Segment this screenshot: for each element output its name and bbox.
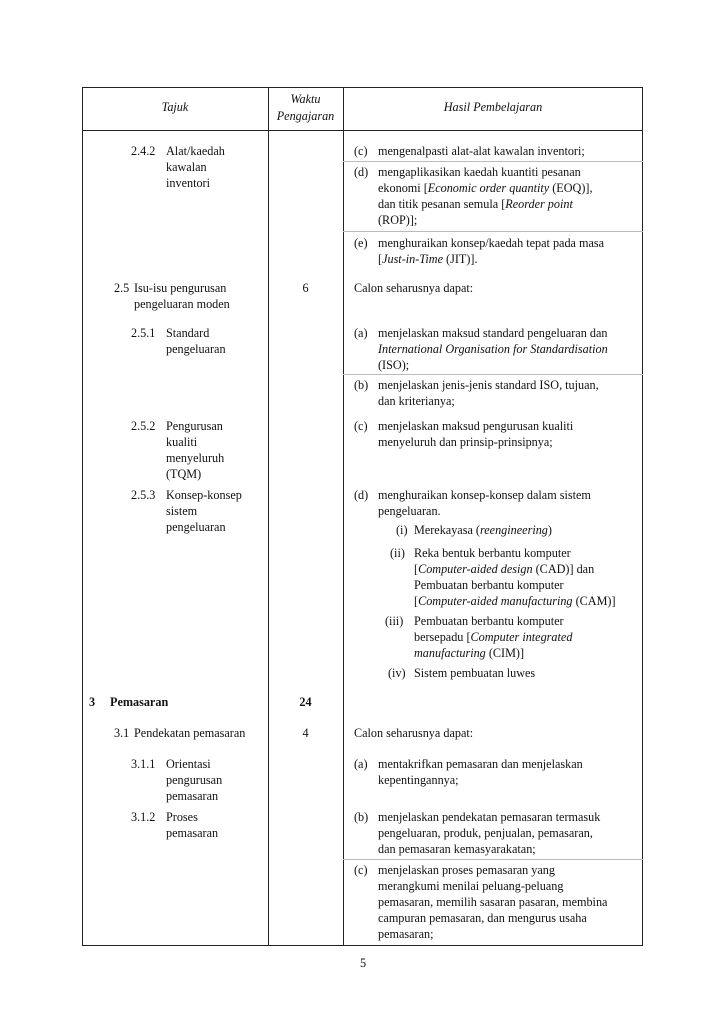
sub-item-label: (i) <box>396 523 408 537</box>
item-text: menjelaskan pendekatan pemasaran termasuk pengeluaran, produk, penjualan, pemasaran, dan pemasaran kemasyarakatan; <box>378 810 601 856</box>
item-text: mengenalpasti alat-alat kawalan inventori; <box>378 144 585 158</box>
page-number: 5 <box>359 956 367 970</box>
row-divider <box>343 374 643 375</box>
outcome-intro: Calon seharusnya dapat: <box>354 726 474 740</box>
topic-number: 2.5.1 <box>131 326 156 340</box>
item-label: (b) <box>354 810 369 824</box>
item-label: (a) <box>354 326 368 340</box>
topic-title: Alat/kaedah kawalan inventori <box>166 144 225 190</box>
topic-number: 3.1.2 <box>131 810 156 824</box>
item-label: (c) <box>354 419 368 433</box>
sub-item-label: (iv) <box>388 666 406 680</box>
row-divider <box>343 231 643 232</box>
topic-title: Pengurusan kualiti menyeluruh (TQM) <box>166 419 225 481</box>
sub-item-label: (ii) <box>390 546 405 560</box>
outcome-intro: Calon seharusnya dapat: <box>354 281 474 295</box>
column-divider <box>343 87 344 946</box>
item-label: (b) <box>354 378 369 392</box>
topic-title: Isu-isu pengurusan pengeluaran moden <box>134 281 230 311</box>
header-hasil: Hasil Pembelajaran <box>443 100 543 114</box>
sub-item-text: Reka bentuk berbantu komputer [Computer-aided design (CAD)] dan Pembuatan berbantu komputer [Computer-aided manufacturing (CAM)] <box>414 546 616 608</box>
topic-title: Pendekatan pemasaran <box>134 726 246 740</box>
item-text: mentakrifkan pemasaran dan menjelaskan kepentingannya; <box>378 757 583 787</box>
item-label: (e) <box>354 236 368 250</box>
sub-item-label: (iii) <box>385 614 404 628</box>
item-text: menjelaskan maksud pengurusan kualiti menyeluruh dan prinsip-prinsipnya; <box>378 419 574 449</box>
column-divider <box>268 87 269 946</box>
waktu-value: 24 <box>299 695 312 709</box>
topic-title: Orientasi pengurusan pemasaran <box>166 757 223 803</box>
item-text: menjelaskan proses pemasaran yang merangkumi menilai peluang-peluang pemasaran, memilih sasaran pasaran, membina campuran pemasaran, dan mengurus usaha pemasaran; <box>378 863 608 941</box>
item-text: menjelaskan maksud standard pengeluaran dan International Organisation for Standardisation (ISO); <box>378 326 608 372</box>
sub-item-text: Pembuatan berbantu komputer bersepadu [Computer integrated manufacturing (CIM)] <box>414 614 573 660</box>
waktu-value: 6 <box>302 281 309 295</box>
topic-title: Standard pengeluaran <box>166 326 226 356</box>
topic-number: 2.5.3 <box>131 488 156 502</box>
topic-number: 2.4.2 <box>131 144 156 158</box>
topic-number: 3.1 <box>114 726 130 740</box>
item-label: (a) <box>354 757 368 771</box>
item-label: (c) <box>354 863 368 877</box>
sub-item-text: Sistem pembuatan luwes <box>414 666 536 680</box>
header-divider <box>82 130 643 131</box>
item-text: menghuraikan konsep/kaedah tepat pada masa [Just-in-Time (JIT)]. <box>378 236 605 266</box>
row-divider <box>343 161 643 162</box>
header-tajuk: Tajuk <box>161 100 189 114</box>
header-waktu: Waktu <box>290 92 321 106</box>
item-label: (d) <box>354 165 369 179</box>
topic-title: Proses pemasaran <box>166 810 219 840</box>
topic-number: 2.5 <box>114 281 130 295</box>
item-text: menjelaskan jenis-jenis standard ISO, tujuan, dan kriterianya; <box>378 378 599 408</box>
waktu-value: 4 <box>302 726 309 740</box>
sub-item-text: Merekayasa (reengineering) <box>414 523 552 537</box>
topic-number: 2.5.2 <box>131 419 156 433</box>
section-title: Pemasaran <box>110 695 169 709</box>
topic-title: Konsep-konsep sistem pengeluaran <box>166 488 242 534</box>
item-label: (d) <box>354 488 369 502</box>
item-label: (c) <box>354 144 368 158</box>
section-number: 3 <box>89 695 96 709</box>
topic-number: 3.1.1 <box>131 757 156 771</box>
item-text: mengaplikasikan kaedah kuantiti pesanan ekonomi [Economic order quantity (EOQ)], dan titik pesanan semula [Reorder point (ROP)]; <box>378 165 593 227</box>
item-text: menghuraikan konsep-konsep dalam sistem pengeluaran. <box>378 488 591 518</box>
header-pengajaran: Pengajaran <box>276 109 335 123</box>
row-divider <box>343 859 643 860</box>
